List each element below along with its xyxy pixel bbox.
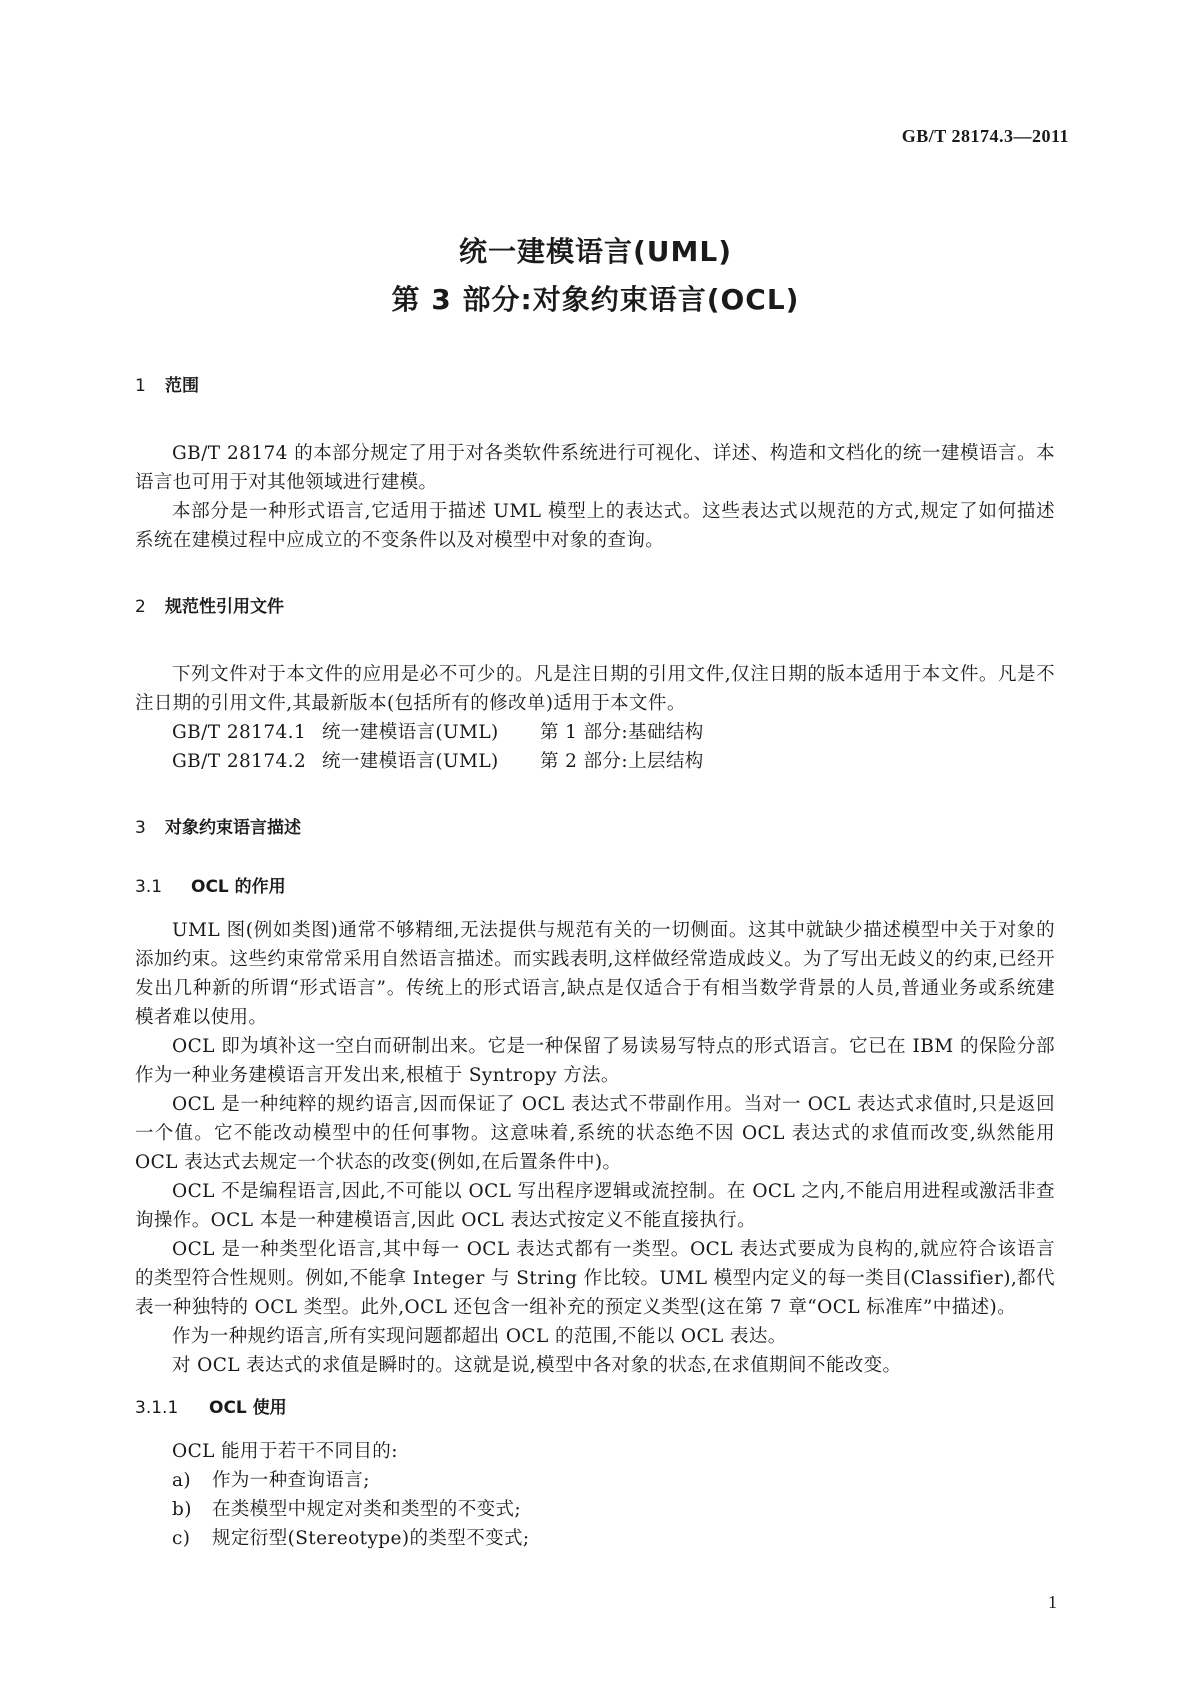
standard-code: GB/T 28174.3—2011 — [901, 126, 1069, 146]
list-item — [135, 1495, 1055, 1524]
section-heading-1 — [135, 372, 1055, 401]
title-line-2: 第 3 部分:对象约束语言(OCL) — [391, 283, 800, 316]
section-number: 3 — [135, 818, 146, 838]
section-title: 对象约束语言描述 — [165, 818, 301, 838]
title-line-1: 统一建模语言(UML) — [458, 235, 733, 268]
paragraph: 对 OCL 表达式的求值是瞬时的。这就是说,模型中各对象的状态,在求值期间不能改变。 — [172, 1355, 902, 1376]
section-number: 1 — [135, 376, 146, 396]
paragraph: 下列文件对于本文件的应用是必不可少的。凡是注日期的引用文件,仅注日期的版本适用于本文件。凡是不注日期的引用文件,其最新版本(包括所有的修改单)适用于本文件。 — [135, 664, 1055, 714]
paragraph: 作为一种规约语言,所有实现问题都超出 OCL 的范围,不能以 OCL 表达。 — [172, 1326, 787, 1347]
section-heading-3 — [135, 814, 1055, 843]
list-marker: a) — [172, 1470, 192, 1491]
list-text: 规定衍型(Stereotype)的类型不变式; — [212, 1528, 530, 1549]
section-heading-2 — [135, 593, 1055, 622]
section-heading-3-1 — [135, 873, 1055, 902]
document-body — [135, 372, 1055, 1553]
section-title: OCL 使用 — [209, 1398, 287, 1418]
list-marker: b) — [172, 1499, 192, 1520]
section-number: 3.1 — [135, 877, 163, 897]
reference-code: GB/T 28174.1 — [172, 722, 307, 743]
paragraph: OCL 是一种类型化语言,其中每一 OCL 表达式都有一类型。OCL 表达式要成为良构的,就应符合该语言的类型符合性规则。例如,不能拿 Integer 与 String 作比较。UML 模型内定义的每一类目(Classifier),都代表一种独特的 OCL 类型。此外,OCL 还包含一组补充的预定义类型(这在第 7 章“OCL 标准库”中描述)。 — [135, 1239, 1055, 1318]
list-text: 作为一种查询语言; — [212, 1470, 370, 1491]
section-heading-3-1-1 — [135, 1394, 1055, 1423]
list-item — [135, 1466, 1055, 1495]
reference-item — [135, 747, 1055, 776]
list-text: 在类模型中规定对类和类型的不变式; — [212, 1499, 522, 1520]
list-item — [135, 1524, 1055, 1553]
paragraph: OCL 是一种纯粹的规约语言,因而保证了 OCL 表达式不带副作用。当对一 OCL 表达式求值时,只是返回一个值。它不能改动模型中的任何事物。这意味着,系统的状态绝不因 OCL 表达式的求值而改变,纵然能用 OCL 表达式去规定一个状态的改变(例如,在后置条件中)。 — [135, 1094, 1055, 1173]
reference-item — [135, 718, 1055, 747]
page-number: 1 — [1048, 1592, 1057, 1612]
paragraph: OCL 不是编程语言,因此,不可能以 OCL 写出程序逻辑或流控制。在 OCL 之内,不能启用进程或激活非查询操作。OCL 本是一种建模语言,因此 OCL 表达式按定义不能直接执行。 — [135, 1181, 1055, 1231]
document-title — [0, 228, 1191, 324]
reference-title: 统一建模语言(UML) — [322, 751, 499, 772]
section-title: 规范性引用文件 — [165, 597, 284, 617]
reference-part: 第 2 部分:上层结构 — [540, 751, 704, 772]
paragraph: UML 图(例如类图)通常不够精细,无法提供与规范有关的一切侧面。这其中就缺少描述模型中关于对象的添加约束。这些约束常常采用自然语言描述。而实践表明,这样做经常造成歧义。为了写出无歧义的约束,已经开发出几种新的所谓“形式语言”。传统上的形式语言,缺点是仅适合于有相当数学背景的人员,普通业务或系统建模者难以使用。 — [135, 920, 1055, 1028]
section-title: 范围 — [165, 376, 199, 396]
section-title: OCL 的作用 — [191, 877, 286, 897]
paragraph: OCL 能用于若干不同目的: — [172, 1441, 398, 1462]
reference-title: 统一建模语言(UML) — [322, 722, 499, 743]
section-number: 3.1.1 — [135, 1398, 179, 1418]
paragraph: OCL 即为填补这一空白而研制出来。它是一种保留了易读易写特点的形式语言。它已在 IBM 的保险分部作为一种业务建模语言开发出来,根植于 Syntropy 方法。 — [135, 1036, 1055, 1086]
paragraph: GB/T 28174 的本部分规定了用于对各类软件系统进行可视化、详述、构造和文档化的统一建模语言。本语言也可用于对其他领域进行建模。 — [135, 443, 1055, 493]
reference-part: 第 1 部分:基础结构 — [540, 722, 704, 743]
section-number: 2 — [135, 597, 146, 617]
reference-code: GB/T 28174.2 — [172, 751, 307, 772]
list-marker: c) — [172, 1528, 191, 1549]
paragraph: 本部分是一种形式语言,它适用于描述 UML 模型上的表达式。这些表达式以规范的方式,规定了如何描述系统在建模过程中应成立的不变条件以及对模型中对象的查询。 — [135, 501, 1055, 551]
